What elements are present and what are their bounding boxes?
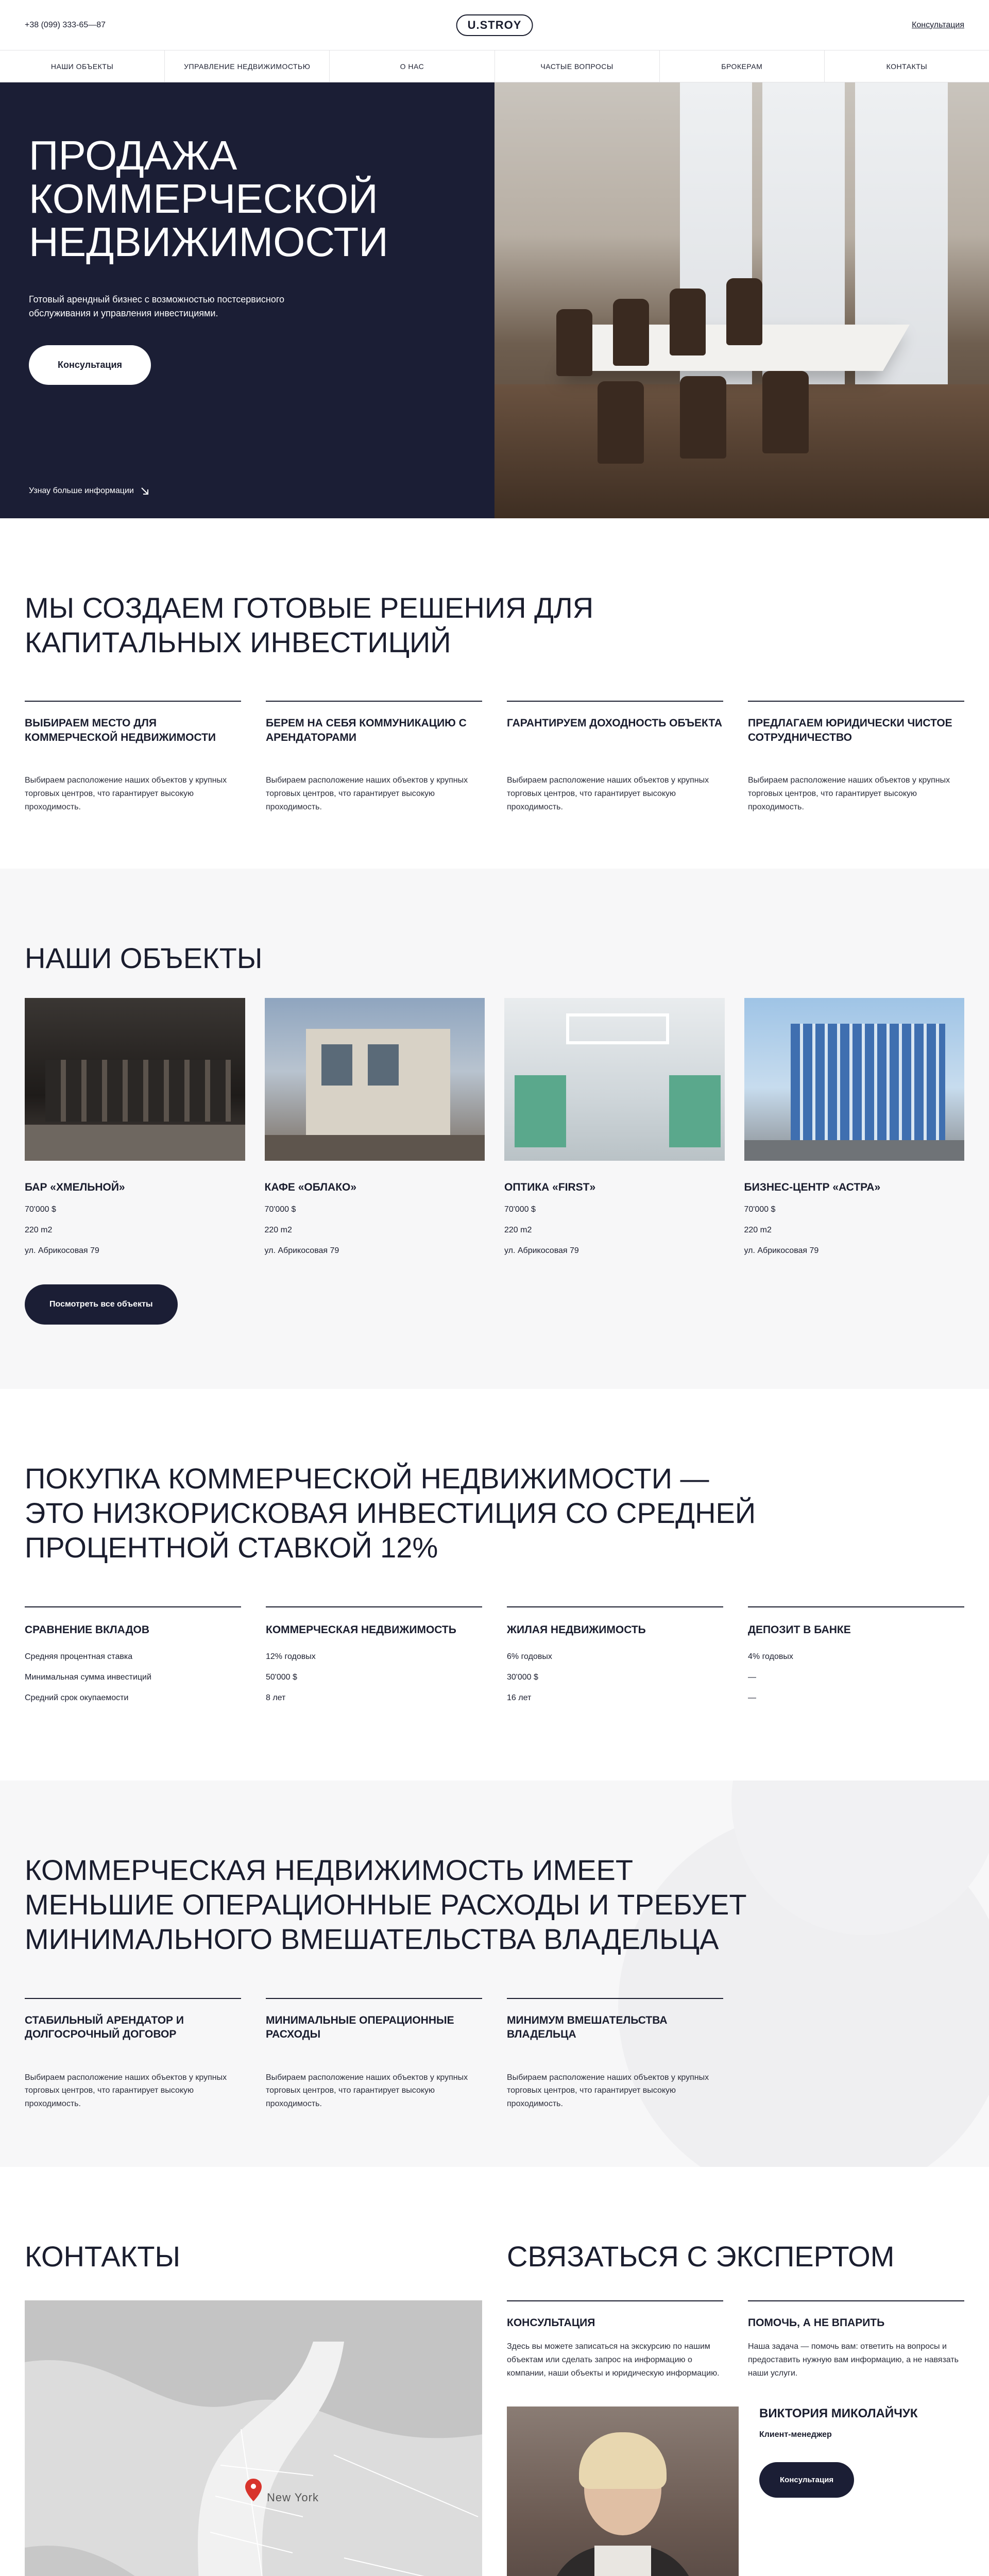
comparison-row: 12% годовых [266, 1652, 316, 1661]
comparison-row: — [748, 1693, 756, 1702]
hero-more-label: Узнау больше информации [29, 486, 134, 495]
expert-info-block [748, 2300, 964, 2380]
nav-item-contacts[interactable]: КОНТАКТЫ [886, 62, 928, 71]
hero-title: ПРОДАЖА КОММЕРЧЕСКОЙ НЕДВИЖИМОСТИ [29, 132, 388, 265]
comparison-column [266, 1606, 482, 1713]
solution-item [748, 701, 964, 814]
object-price: 70'000 $ [264, 1205, 296, 1214]
comparison-column [507, 1606, 723, 1713]
hero-image-meeting-room [494, 82, 989, 518]
object-image-optics [504, 998, 725, 1161]
comparison-row: Минимальная сумма инвестиций [25, 1672, 151, 1682]
object-price: 70'000 $ [504, 1205, 536, 1214]
object-address: ул. Абрикосовая 79 [504, 1246, 579, 1256]
expert-info-head: КОНСУЛЬТАЦИЯ [507, 2317, 595, 2329]
comparison-row: 16 лет [507, 1693, 532, 1702]
header-phone-link[interactable]: +38 (099) 333-65—87 [25, 20, 106, 29]
solutions-title: МЫ СОЗДАЕМ ГОТОВЫЕ РЕШЕНИЯ ДЛЯ КАПИТАЛЬНЫХ ИНВЕСТИЦИЙ [25, 591, 594, 659]
comparison-head: ДЕПОЗИТ В БАНКЕ [748, 1623, 851, 1636]
expert-info-text: Здесь вы можете записаться на экскурсию по нашим объектам или сделать запрос на информацию о компании, наши объекты и юридическую информацию. [507, 2342, 720, 2378]
solution-text: Выбираем расположение наших объектов у крупных торговых центров, что гарантирует высокую проходимость. [748, 776, 950, 811]
cost-item [507, 1998, 723, 2111]
solution-head: ПРЕДЛАГАЕМ ЮРИДИЧЕСКИ ЧИСТОЕ СОТРУДНИЧЕСТВО [748, 717, 952, 743]
expert-info-head: ПОМОЧЬ, А НЕ ВПАРИТЬ [748, 2317, 885, 2329]
comparison-row: 50'000 $ [266, 1672, 297, 1682]
comparison-row: 8 лет [266, 1693, 286, 1702]
object-address: ул. Абрикосовая 79 [744, 1246, 819, 1256]
solution-text: Выбираем расположение наших объектов у крупных торговых центров, что гарантирует высокую проходимость. [507, 776, 709, 811]
hero [0, 82, 989, 518]
comparison-row: 4% годовых [748, 1652, 793, 1661]
nav-item-brokers[interactable]: БРОКЕРАМ [660, 50, 825, 82]
object-card-optics[interactable] [504, 998, 725, 1256]
nav-item-faq[interactable]: ЧАСТЫЕ ВОПРОСЫ [495, 50, 660, 82]
object-area: 220 m2 [25, 1226, 53, 1235]
contacts-section [0, 2167, 989, 2576]
cost-head: МИНИМАЛЬНЫЕ ОПЕРАЦИОННЫЕ РАСХОДЫ [266, 2014, 454, 2040]
cost-head: СТАБИЛЬНЫЙ АРЕНДАТОР И ДОЛГОСРОЧНЫЙ ДОГОВОР [25, 2014, 184, 2040]
expert-name: ВИКТОРИЯ МИКОЛАЙЧУК [759, 2406, 918, 2421]
expert-info-block [507, 2300, 723, 2380]
solution-text: Выбираем расположение наших объектов у крупных торговых центров, что гарантирует высокую проходимость. [266, 776, 468, 811]
expert-details [759, 2406, 918, 2576]
hero-text-panel [0, 82, 494, 518]
comparison-head: СРАВНЕНИЕ ВКЛАДОВ [25, 1623, 150, 1636]
object-image-cafe [265, 998, 485, 1161]
cost-text: Выбираем расположение наших объектов у крупных торговых центров, что гарантирует высокую проходимость. [507, 2073, 709, 2108]
object-area: 220 m2 [264, 1226, 292, 1235]
solutions-section [0, 518, 989, 869]
header-consult-link[interactable]: Консультация [912, 20, 964, 29]
solution-head: ВЫБИРАЕМ МЕСТО ДЛЯ КОММЕРЧЕСКОЙ НЕДВИЖИМОСТИ [25, 717, 216, 743]
map[interactable] [25, 2300, 482, 2576]
comparison-row: — [748, 1672, 756, 1682]
comparison-column [748, 1606, 964, 1713]
object-name: БАР «ХМЕЛЬНОЙ» [25, 1181, 125, 1194]
main-nav [0, 50, 989, 82]
comparison-head: ЖИЛАЯ НЕДВИЖИМОСТЬ [507, 1623, 646, 1636]
map-city-label: New York [267, 2491, 319, 2504]
solution-head: БЕРЕМ НА СЕБЯ КОММУНИКАЦИЮ С АРЕНДАТОРАМИ [266, 717, 467, 743]
comparison-row: 30'000 $ [507, 1672, 538, 1682]
all-objects-button[interactable]: Посмотреть все объекты [25, 1284, 178, 1325]
investment-comparison-section [0, 1389, 989, 1781]
object-area: 220 m2 [744, 1226, 772, 1235]
solution-head: ГАРАНТИРУЕМ ДОХОДНОСТЬ ОБЪЕКТА [507, 717, 723, 730]
solution-text: Выбираем расположение наших объектов у крупных торговых центров, что гарантирует высокую проходимость. [25, 776, 227, 811]
object-name: ОПТИКА «FIRST» [504, 1181, 596, 1194]
expert-role: Клиент-менеджер [759, 2430, 832, 2439]
solution-item [266, 701, 482, 814]
object-price: 70'000 $ [744, 1205, 776, 1214]
costs-title: КОММЕРЧЕСКАЯ НЕДВИЖИМОСТЬ ИМЕЕТ МЕНЬШИЕ ОПЕРАЦИОННЫЕ РАСХОДЫ И ТРЕБУЕТ МИНИМАЛЬНОГО ВМЕШАТЕЛЬСТВА ВЛАДЕЛЬЦА [25, 1854, 747, 1956]
contacts-column [25, 2239, 482, 2576]
objects-section [0, 869, 989, 1389]
comparison-column [25, 1606, 241, 1713]
comparison-row: Средний срок окупаемости [25, 1693, 129, 1702]
costs-section [0, 1781, 989, 2167]
expert-info-text: Наша задача — помочь вам: ответить на вопросы и предоставить нужную вам информацию, а не навязать наши услуги. [748, 2342, 959, 2378]
object-name: БИЗНЕС-ЦЕНТР «АСТРА» [744, 1181, 881, 1194]
objects-title: НАШИ ОБЪЕКТЫ [25, 942, 263, 974]
object-price: 70'000 $ [25, 1205, 56, 1214]
object-card-cafe[interactable] [265, 998, 485, 1256]
expert-consult-button[interactable]: Консультация [759, 2462, 854, 2498]
hero-subtitle: Готовый арендный бизнес с возможностью постсервисного обслуживания и управления инвестициями. [29, 294, 285, 318]
investment-title: ПОКУПКА КОММЕРЧЕСКОЙ НЕДВИЖИМОСТИ — ЭТО НИЗКОРИСКОВАЯ ИНВЕСТИЦИЯ СО СРЕДНЕЙ ПРОЦЕНТНОЙ СТАВКОЙ 12% [25, 1462, 756, 1564]
nav-item-objects[interactable]: НАШИ ОБЪЕКТЫ [0, 50, 165, 82]
expert-column [507, 2239, 964, 2576]
comparison-head: КОММЕРЧЕСКАЯ НЕДВИЖИМОСТЬ [266, 1623, 456, 1636]
cost-text: Выбираем расположение наших объектов у крупных торговых центров, что гарантирует высокую проходимость. [266, 2073, 468, 2108]
nav-item-management[interactable]: УПРАВЛЕНИЕ НЕДВИЖИМОСТЬЮ [165, 50, 330, 82]
map-graphic [25, 2300, 482, 2576]
hero-more-link[interactable] [29, 486, 149, 496]
comparison-row: Средняя процентная ставка [25, 1652, 133, 1661]
solution-item [507, 701, 723, 814]
expert-title: СВЯЗАТЬСЯ С ЭКСПЕРТОМ [507, 2240, 895, 2273]
expert-photo [507, 2406, 739, 2576]
cost-item [266, 1998, 482, 2111]
arrow-down-right-icon [140, 486, 149, 496]
logo[interactable]: U.STROY [456, 14, 533, 36]
object-image-bar [25, 998, 245, 1161]
top-bar [0, 0, 989, 50]
object-address: ул. Абрикосовая 79 [264, 1246, 339, 1256]
object-area: 220 m2 [504, 1226, 532, 1235]
cost-head: МИНИМУМ ВМЕШАТЕЛЬСТВА ВЛАДЕЛЬЦА [507, 2014, 668, 2040]
object-image-business-center [744, 998, 965, 1161]
object-card-business-center[interactable] [744, 998, 965, 1256]
cost-text: Выбираем расположение наших объектов у крупных торговых центров, что гарантирует высокую проходимость. [25, 2073, 227, 2108]
comparison-row: 6% годовых [507, 1652, 552, 1661]
object-address: ул. Абрикосовая 79 [25, 1246, 99, 1256]
cost-item [25, 1998, 241, 2111]
expert-card [507, 2406, 964, 2576]
contacts-title: КОНТАКТЫ [25, 2240, 181, 2273]
object-name: КАФЕ «ОБЛАКО» [264, 1181, 357, 1194]
object-card-bar[interactable] [25, 998, 245, 1256]
hero-consult-button[interactable]: Консультация [29, 345, 151, 385]
solution-item [25, 701, 241, 814]
nav-item-about[interactable]: О НАС [330, 50, 494, 82]
